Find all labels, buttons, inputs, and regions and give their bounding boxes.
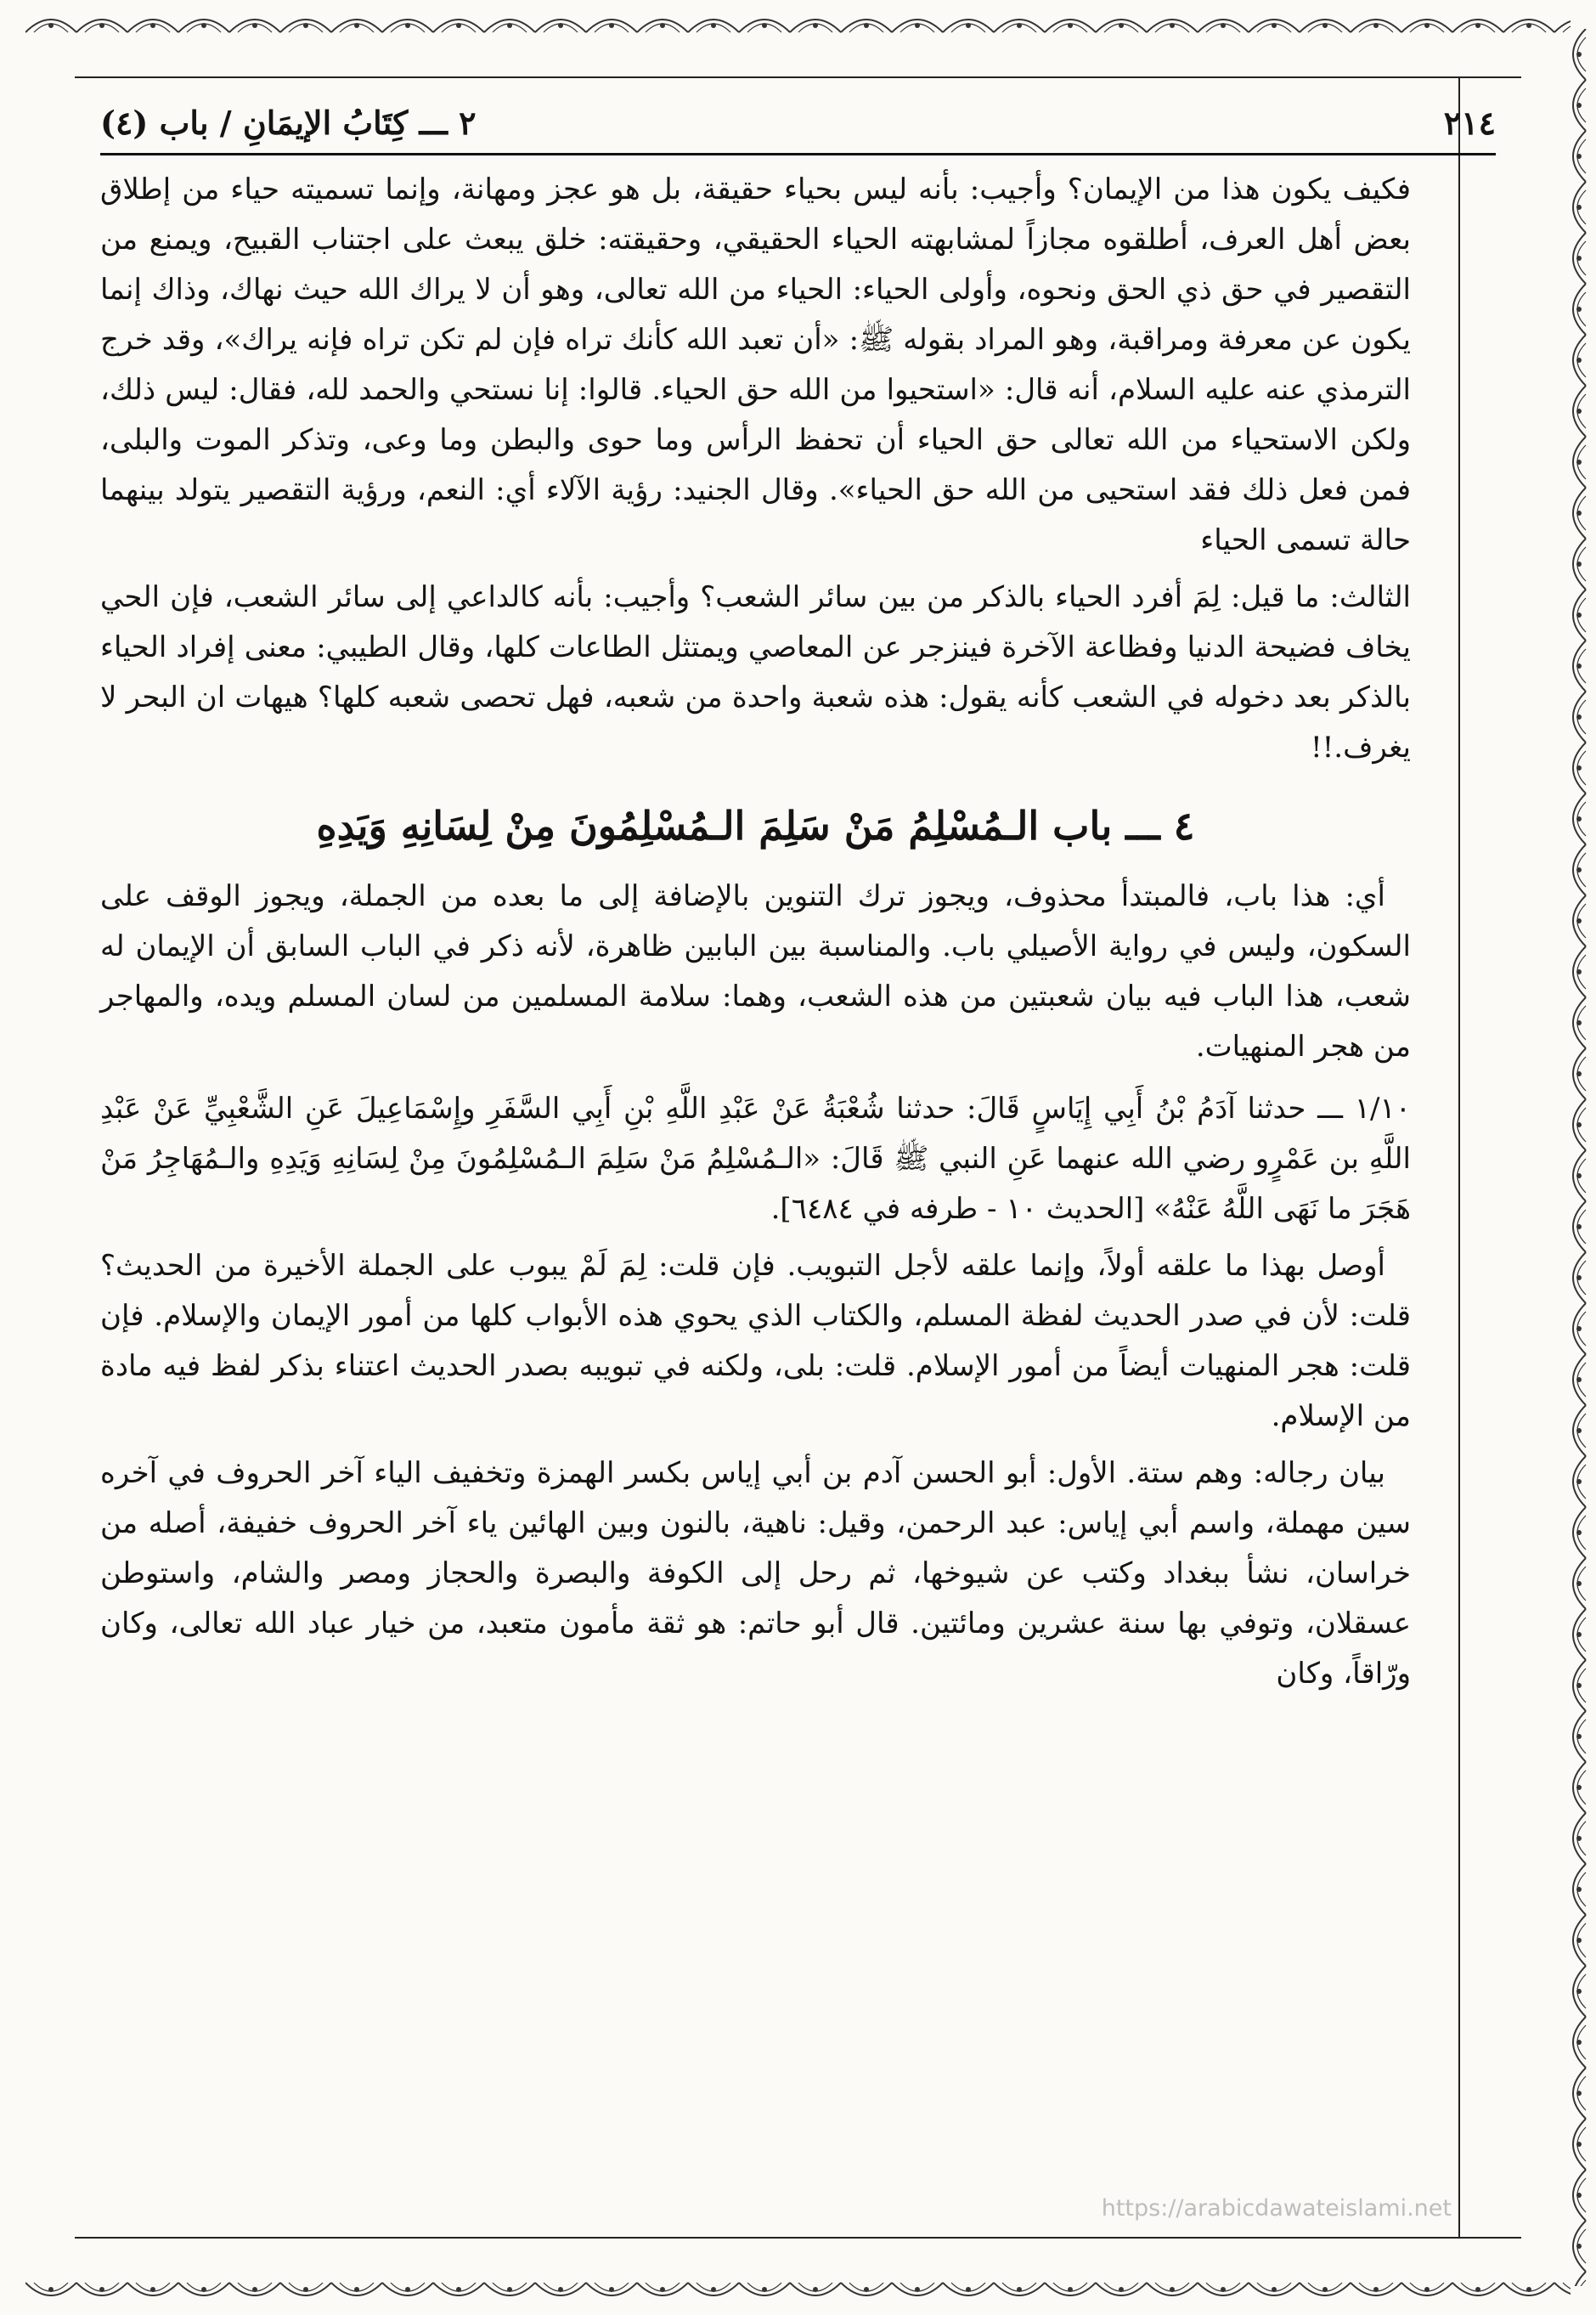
chapter-paragraph: أي: هذا باب، فالمبتدأ محذوف، ويجوز ترك التنوين بالإضافة إلى ما بعده من الجملة، ويجوز الوقف على السكون، وليس في رواية الأصيلي باب. والمناسبة بين البابين ظاهرة، لأنه ذكر في الباب السابق أن الإيمان له شعب، هذا الباب فيه بيان شعبتين من هذه الشعب، وهما: سلامة المسلمين من لسان المسلم ويده، والمهاجر من هجر المنهيات. bbox=[100, 879, 1411, 1064]
decorative-border-bottom bbox=[25, 2279, 1571, 2308]
chapter-title: ٤ ـــ باب الـمُسْلِمُ مَنْ سَلِمَ الـمُسْلِمُونَ مِنْ لِسَانِهِ وَيَدِهِ bbox=[316, 803, 1195, 849]
main-text bbox=[100, 165, 1411, 2188]
page-number: ٢١٤ bbox=[1443, 103, 1496, 142]
frame-rule-right bbox=[1458, 78, 1460, 2237]
paragraph: الثالث: ما قيل: لِمَ أفرد الحياء بالذكر من بين سائر الشعب؟ وأجيب: بأنه كالداعي إلى سائر الشعب، فإن الحي يخاف فضيحة الدنيا وفظاعة الآخرة فينزجر عن المعاصي ويمتثل الطاعات كلها، وقال الطيبي: معنى إفراد الحياء بالذكر بعد دخوله في الشعب كأنه يقول: هذه شعبة واحدة من شعبه، فهل تحصى شعبه كلها؟ هيهات ان البحر لا يغرف.!! bbox=[100, 580, 1411, 765]
frame-rule-bottom bbox=[75, 2237, 1521, 2239]
decorative-border-top bbox=[25, 7, 1571, 36]
decorative-border-right bbox=[1560, 29, 1589, 2286]
page-header bbox=[100, 95, 1496, 150]
commentary-paragraph: أوصل بهذا ما علقه أولاً، وإنما علقه لأجل التبويب. فإن قلت: لِمَ لَمْ يبوب على الجملة الأخيرة من الحديث؟ قلت: لأن في صدر الحديث لفظة المسلم، والكتاب الذي يحوي هذه الأبواب كلها من أمور الإيمان والإسلام. فإن قلت: هجر المنهيات أيضاً من أمور الإسلام. قلت: بلى، ولكنه في تبويبه بصدر الحديث اعتناء بذكر لفظ فيه مادة من الإسلام. bbox=[100, 1249, 1411, 1433]
running-title: ٢ ـــ كِتَابُ الإيمَانِ / باب (٤) bbox=[100, 103, 477, 142]
watermark: https://arabicdawateislami.net bbox=[1101, 2195, 1452, 2222]
frame-rule-top bbox=[75, 76, 1521, 78]
paragraph: فكيف يكون هذا من الإيمان؟ وأجيب: بأنه ليس بحياء حقيقة، بل هو عجز ومهانة، وإنما تسميته حياء من إطلاق بعض أهل العرف، أطلقوه مجازاً لمشابهته الحياء الحقيقي، وحقيقته: خلق يبعث على اجتناب القبيح، ويمنع من التقصير في حق ذي الحق ونحوه، وأولى الحياء: الحياء من الله تعالى، وهو أن لا يراك الله حيث نهاك، وذاك إنما يكون عن معرفة ومراقبة، وهو المراد بقوله ﷺ: «أن تعبد الله كأنك تراه فإن لم تكن تراه فإنه يراك»، وقد خرج الترمذي عنه عليه السلام، أنه قال: «استحيوا من الله حق الحياء. قالوا: إنا نستحي والحمد لله، فقال: ليس ذلك، ولكن الاستحياء من الله تعالى حق الحياء أن تحفظ الرأس وما حوى والبطن وما وعى، وتذكر الموت والبلى، فمن فعل ذلك فقد استحيى من الله حق الحياء». وقال الجنيد: رؤية الآلاء أي: النعم، ورؤية التقصير يتولد بينهما حالة تسمى الحياء bbox=[100, 172, 1412, 557]
hadith-text: ١/١٠ ـــ حدثنا آدَمُ بْنُ أَبِي إِيَاسٍ قَالَ: حدثنا شُعْبَةُ عَنْ عَبْدِ اللَّهِ بْنِ أَبِي السَّفَرِ وإِسْمَاعِيلَ عَنِ الشَّعْبِيِّ عَنْ عَبْدِ اللَّهِ بن عَمْرٍو رضي الله عنهما عَنِ النبي ﷺ قَالَ: «الـمُسْلِمُ مَنْ سَلِمَ الـمُسْلِمُونَ مِنْ لِسَانِهِ وَيَدِهِ والـمُهَاجِرُ مَنْ هَجَرَ ما نَهَى اللَّهُ عَنْهُ» [الحديث ١٠ - طرفه في ٦٤٨٤]. bbox=[100, 1092, 1411, 1226]
header-rule bbox=[100, 153, 1496, 155]
commentary-paragraph: بيان رجاله: وهم ستة. الأول: أبو الحسن آدم بن أبي إياس بكسر الهمزة وتخفيف الياء آخر الحروف في آخره سين مهملة، واسم أبي إياس: عبد الرحمن، وقيل: ناهية، بالنون وبين الهائين ياء آخر الحروف خفيفة، أصله من خراسان، نشأ ببغداد وكتب عن شيوخها، ثم رحل إلى الكوفة والبصرة والحجاز ومصر والشام، واستوطن عسقلان، وتوفي بها سنة عشرين ومائتين. قال أبو حاتم: هو ثقة مأمون متعبد، من خيار عباد الله تعالى، وكان ورّاقاً، وكان bbox=[100, 1456, 1411, 1691]
